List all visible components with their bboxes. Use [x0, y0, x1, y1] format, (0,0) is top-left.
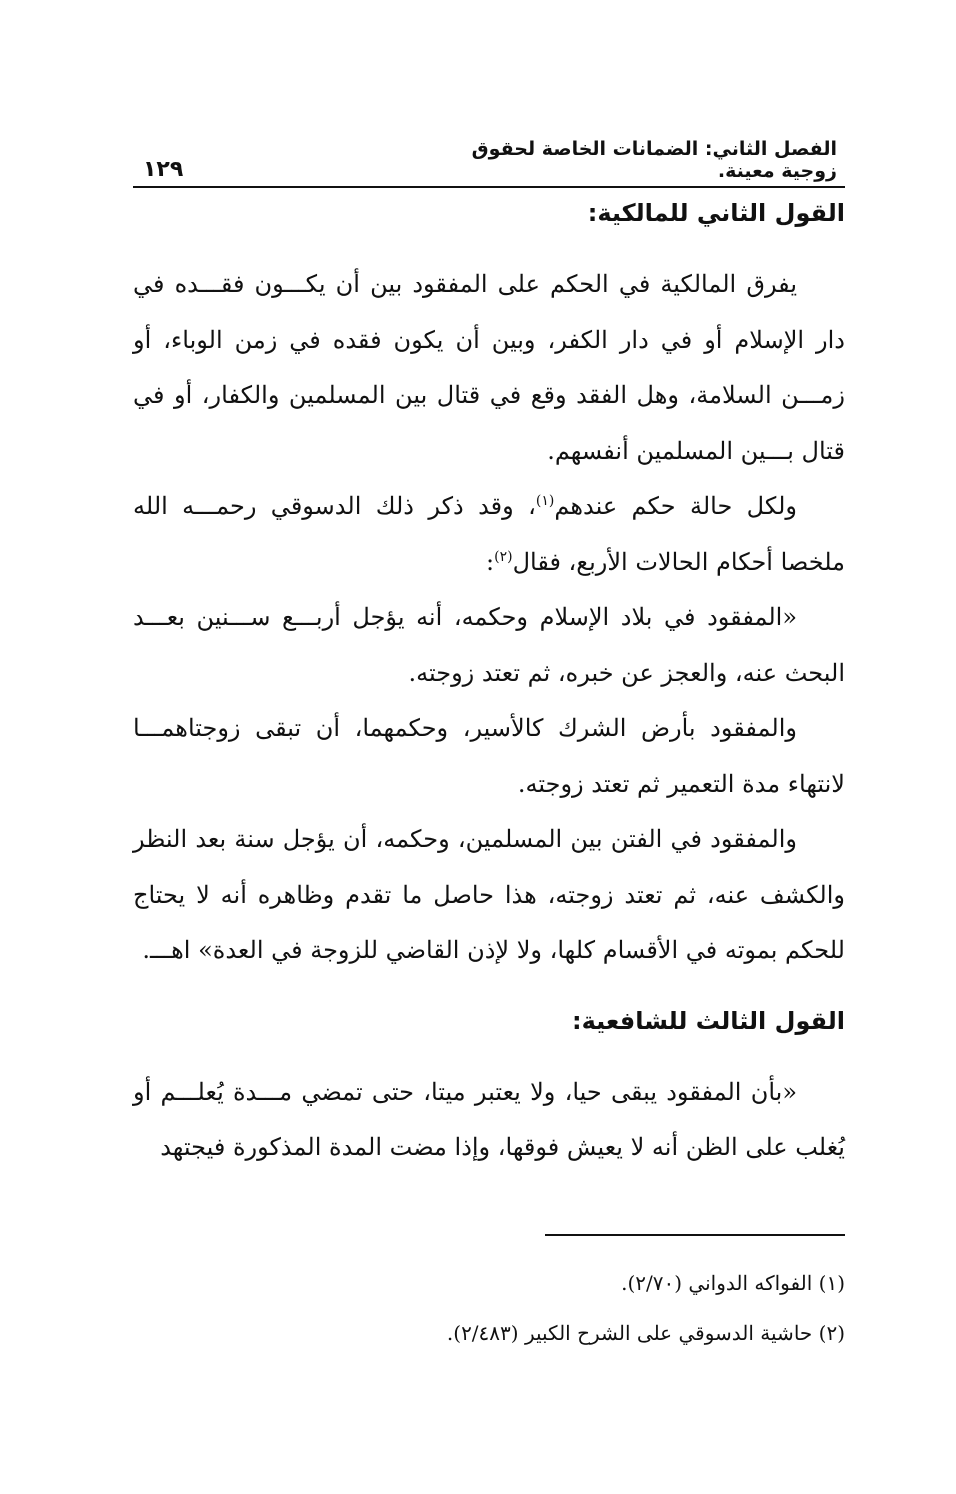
footnote: (١) الفواكه الدواني (٢/٧٠). [621, 1271, 845, 1295]
running-title: الفصل الثاني: الضمانات الخاصة لحقوق زوجية معينة. [471, 138, 837, 182]
page-number: ١٢٩ [143, 157, 184, 182]
running-header [133, 138, 845, 188]
paragraph-text: ولكل حالة حكم عندهم [554, 492, 797, 520]
quote-paragraph: والمفقود بأرض الشرك كالأسير، وحكمهما، أن تبقى زوجتاهمـــا لانتهاء مدة التعمير ثم تعتد زوجته. [133, 714, 845, 798]
section-heading-shafii: القول الثالث للشافعية: [571, 1006, 845, 1035]
quote-paragraph: والمفقود في الفتن بين المسلمين، وحكمه، أن يؤجل سنة بعد النظر والكشف عنه، ثم تعتد زوجته، هذا حاصل ما تقدم وظاهره أنه لا يحتاج للحكم بموته في الأقسام كلها، ولا لإذن القاضي للزوجة في العدة» اهـــ. [133, 825, 845, 964]
paragraph-text: : [486, 547, 495, 576]
quote-paragraph: «المفقود في بلاد الإسلام وحكمه، أنه يؤجل أربـــع ســـنين بعـــد البحث عنه، والعجز عن خبره، ثم تعتد زوجته. [133, 603, 845, 687]
section-heading-maliki: القول الثاني للمالكية: [587, 199, 845, 227]
paragraph: يفرق المالكية في الحكم على المفقود بين أن يكـــون فقـــده في دار الإسلام أو في دار الكفر، وبين أن يكون فقده في زمن الوباء، أو زمـــن السلامة، وهل الفقد وقع في قتال بين المسلمين والكفار، أو في قتال بـــين المسلمين أنفسهم. [133, 270, 845, 465]
paragraph-text: ، وقد ذكر ذلك الدسوقي رحمـــه الله ملخصا أحكام الحالات الأربع، فقال [133, 492, 845, 576]
main-text [133, 193, 845, 1176]
footnote-marker: (٢) [494, 548, 513, 565]
footnotes [133, 1258, 845, 1358]
quote-paragraph: «بأن المفقود يبقى حيا، ولا يعتبر ميتا، حتى تمضي مـــدة يُعلـــم أو يُغلب على الظن أنه لا يعيش فوقها، وإذا مضت المدة المذكورة فيجتهد [133, 1077, 845, 1161]
footnote-marker: (١) [535, 493, 555, 509]
footnote-divider [545, 1234, 845, 1236]
paragraph-with-footnotes [133, 479, 845, 590]
footnote: (٢) حاشية الدسوقي على الشرح الكبير (٢/٤٨٣). [446, 1321, 845, 1345]
